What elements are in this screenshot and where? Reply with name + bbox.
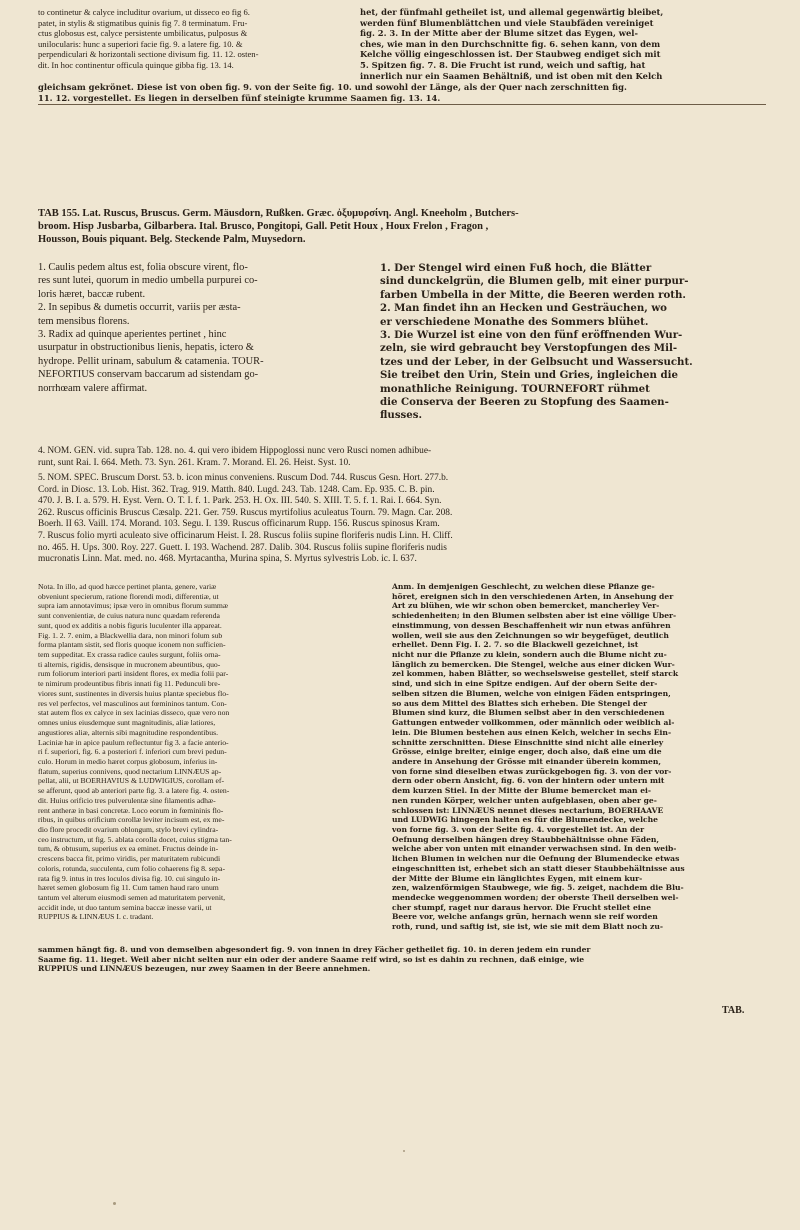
text-line: accidit inde, ut duo tantum semina baccæ inesse varii, ut (38, 902, 212, 912)
text-line: coloris, rotunda, succulenta, cum folio cohaerens fig 8. sepa- (38, 863, 225, 873)
text-line: 7. Ruscus folio myrti aculeato sive officinarum Heist. I. 28. Ruscus foliis supine floriferis nudis Linn. H. Cliff. (38, 530, 453, 541)
text-line: farben Umbella in der Mitte, die Beeren werden roth. (380, 288, 686, 301)
text-line: dern oder obern Ansicht, fig. 6. von der hintern oder untern mit (392, 776, 665, 786)
text-line: Sie treibet den Urin, Stein und Gries, ingleichen die (380, 369, 678, 382)
text-line: einstimmung, von dessen Beschaffenheit wir nun etwas anführen (392, 620, 671, 630)
text-line: mucronatis Linn. Mat. med. no. 468. Myrtacantha, Murina spina, S. Myrtus sylvestris Lob. ic. I. 637. (38, 554, 417, 565)
text-line: forma plantam sistit, sed floris quoque iconem non sufficien- (38, 640, 226, 650)
text-line: flusses. (380, 409, 423, 422)
text-line: werden fünf Blumenblättchen und viele Staubfäden vereiniget (360, 17, 654, 28)
text-line: crescens bacca fit, primo viridis, per maturitatem rubicundi (38, 854, 221, 864)
text-line: sunt convenientiæ, de cuius natura nunc quædam referenda (38, 611, 220, 621)
text-line: sind dunckelgrün, die Blumen gelb, mit einer purpur- (380, 275, 689, 288)
text-line: von forne fig. 3. von der Seite fig. 4. vorgestellet ist. An der (392, 824, 645, 834)
nomenclature-genus (38, 446, 768, 469)
text-line: erhellet. Denn Fig. I. 2. 7. so die Blackwell gezeichnet, ist (392, 640, 639, 650)
text-line: Art zu blühen, wie wir schon oben bemercket, mancherley Ver- (392, 601, 660, 611)
text-line: zeln, sie wird gebraucht bey Verstopfungen des Mil- (380, 342, 678, 355)
top-latin-column (38, 7, 346, 71)
text-line: gleichsam gekrönet. Diese ist von oben fig. 9. von der Seite fig. 10. und sowohl der Länge, als der Quer nach zerschnitten fig. (38, 82, 627, 92)
text-line: angustiores aliæ, alternis sibi magnitudine respondentibus. (38, 727, 218, 737)
text-line: ceo instructum, ut fig. 5. ablata corolla docet, cuius stigma tan- (38, 834, 232, 844)
text-line: roth, rund, und saftig ist, sie ist, wie sie mit dem Blatt noch zu- (392, 922, 664, 932)
text-line: ctus globosus est, calyce persistente umbilicatus, pulposus & (38, 28, 248, 39)
text-line: usurpatur in obstructionibus lienis, hepatis, ictero & (38, 342, 254, 354)
paper-spot (403, 1150, 405, 1152)
header-line: TAB 155. Lat. Ruscus, Bruscus. Germ. Mäusdorn, Rußken. Græc. ὀξυμυρσίνη. Angl. Kneeholm , Butchers- (38, 208, 519, 219)
text-line: dit. Huius orificio tres pulverulentæ sine filamentis adhæ- (38, 795, 216, 805)
text-line: Fig. 1. 2. 7. enim, a Blackwellia dara, non minori folum sub (38, 630, 223, 640)
text-line: rent antheræ in basi concretæ. Loco eorum in fœmininis flo- (38, 805, 224, 815)
text-line: höret, ereignen sich in den verschiedenen Arten, in Ansehung der (392, 591, 674, 601)
text-line: lein. Die Blumen bestehen aus einen Kelch, welcher in sechs Ein- (392, 727, 672, 737)
text-line: die Conserva der Beeren zu Stopfung des Saamen- (380, 396, 669, 409)
notes-german-column (392, 582, 774, 932)
text-line: nen runden Körper, welcher unten aufgeblasen, oben aber ge- (392, 795, 657, 805)
text-line: rum foliorum interiori parti insident flores, ex media folii par- (38, 669, 229, 679)
text-line: ti alternis, rigidis, densisque in mucronem abeuntibus, quo- (38, 659, 221, 669)
text-line: eingeschnitten ist, erhebet sich an statt dieser Staubbehältnisse aus (392, 863, 685, 873)
text-line: von forne sind dieselben etwas zurückgebogen fig. 3. von der vor- (392, 766, 672, 776)
text-line: te nimirum prodeuntibus fibris innati fig 11. Pedunculi bre- (38, 679, 221, 689)
text-line: sammen hängt fig. 8. und von demselben abgesondert fig. 9. von innen in drey Fächer getheilet fig. 10. in deren jedem ein runder (38, 945, 591, 954)
text-line: tzes und der Leber, in der Gelbsucht und Wassersucht. (380, 355, 693, 368)
text-line: patet, in stylis & stigmatibus quinis fig 7. 8 terminatum. Fru- (38, 17, 248, 28)
text-line: sind, und sich in eine Spitze endigen. Auf der obern Seite der- (392, 679, 658, 689)
text-line: schnitte zerschnitten. Diese Einschnitte sind nicht alle einerley (392, 737, 664, 747)
text-line: 5. NOM. SPEC. Bruscum Dorst. 53. b. icon minus conveniens. Ruscum Dod. 744. Ruscus Gesn. Hort. 277.b. (38, 473, 449, 483)
text-line: 5. Spitzen fig. 7. 8. Die Frucht ist rund, weich und saftig, hat (360, 59, 646, 70)
text-line: tantum vel alterum eiusmodi semen ad maturitatem pervenit, (38, 893, 226, 902)
text-line: mendecke weggenommen worden; der oberste Theil derselben wel- (392, 893, 679, 902)
paper-spot (113, 1202, 116, 1205)
text-line: wollen, weil sie aus den Zeichnungen so wir beygefüget, deutlich (392, 630, 669, 640)
text-line: dio flore procedit ovarium oblongum, stylo brevi cylindra- (38, 824, 219, 834)
text-line: fig. 2. 3. In der Mitte aber der Blume sitzet das Eygen, wel- (360, 28, 638, 39)
text-line: 1. Der Stengel wird einen Fuß hoch, die Blätter (380, 262, 652, 274)
text-line: er verschiedene Monathe des Sommers blühet. (380, 315, 649, 328)
text-line: unilocularis: hunc a superiori facie fig. 9. a latere fig. 10. & (38, 38, 243, 49)
text-line: zel kommen, haben Blätter, so wechselsweise gestellet, steif starck (392, 669, 679, 679)
text-line: lichen Blumen in welchen nur die Oefnung der Blumendecke etwas (392, 854, 680, 864)
text-line: flatum, superius connivens, quod nectarium LINNÆUS ap- (38, 766, 222, 776)
text-line: omnes unius eiusdemque sunt magnitudinis, aliæ latiores, (38, 718, 216, 728)
text-line: Beere vor, welche anfangs grün, hernach wenn sie reif worden (392, 912, 658, 922)
text-line: runt, sunt Rai. I. 664. Meth. 73. Syn. 261. Kram. 7. Morand. El. 26. Heist. Syst. 10. (38, 457, 351, 468)
text-line: 470. J. B. I. a. 579. H. Eyst. Vern. O. T. I. f. 1. Park. 253. H. Ox. III. 540. S. XIII. T. 5. f. 1. Rai. I. 664. Syn. (38, 496, 442, 507)
text-line: länglich zu bemercken. Die Stengel, welche aus einer dicken Wur- (392, 659, 675, 669)
text-line: 2. In sepibus & dumetis occurrit, variis per æsta- (38, 302, 241, 314)
text-line: innerlich nur ein Saamen Behältniß, und ist oben mit den Kelch (360, 70, 663, 81)
top-german-column (360, 7, 768, 81)
text-line: schlossen ist: LINNÆUS nennet dieses nectarium, BOERHAAVE (392, 805, 664, 815)
text-line: pellat, alii, ut BOERHAVIUS & LUDWIGIUS, corollam ef- (38, 776, 225, 786)
text-line: dem kurzen Stiel. In der Mitte der Blume bemercket man ei- (392, 786, 652, 796)
text-line: Laciniæ hæ in apice paulum reflectuntur fig 3. a facie anterio- (38, 737, 229, 747)
text-line: perpendiculari & horizontali sectione divisum fig. 11. 12. osten- (38, 49, 259, 60)
entry-latin-column (38, 261, 358, 395)
text-line: nicht nur die Pflanze zu klein, sondern auch die Blume nicht zu- (392, 650, 667, 660)
text-line: so aus dem Mittel des Blattes sich erheben. Die Stengel der (392, 698, 648, 708)
text-line: 262. Ruscus officinis Bruscus Cæsalp. 221. Ger. 759. Ruscus myrtifolius aculeatus Tourn. 79. Magn. Car. 208. (38, 507, 453, 518)
text-line: rata fig 9. intus in tres loculos divisa fig. 10. cui singulo in- (38, 873, 221, 883)
text-line: res vel perfectos, vel masculinos aut fœmininos tantum. Con- (38, 698, 227, 708)
text-line: ri f. superiori, fig. 6. a posteriori f. inferiori cum brevi pedun- (38, 747, 227, 757)
text-line: 4. NOM. GEN. vid. supra Tab. 128. no. 4. qui vero ibidem Hippoglossi nunc vero Rusci nomen adhibue- (38, 446, 432, 456)
plate-header (38, 207, 768, 246)
text-line: der Mitte der Blume ein länglichtes Eygen, mit einem kur- (392, 873, 643, 883)
text-line: Boerh. II 63. Vaill. 174. Morand. 103. Segu. I. 139. Ruscus officinarum Rupp. 156. Ruscus spinosus Kram. (38, 519, 440, 530)
text-line: 3. Die Wurzel ist eine von den fünf eröffnenden Wur- (380, 329, 683, 342)
text-line: Saame fig. 11. lieget. Weil aber nicht selten nur ein oder der andere Saame reif wird, so ist es dahin zu rechnen, daß einige, wie (38, 954, 585, 964)
text-line: stat autem flos ex calyce in sex lacinias disseco, quæ vero non (38, 708, 230, 718)
text-line: Cord. in Diosc. 13. Lob. Hist. 362. Trag. 919. Matth. 840. Lugd. 243. Tab. 1248. Cam. Ep. 935. C. B. pin. (38, 484, 435, 495)
text-line: welche aber von unten mit einander verwachsen sind. In den weib- (392, 844, 677, 854)
nomenclature-species (38, 473, 768, 566)
text-line: Grösse, einige breiter, einige enger, doch also, daß eine um die (392, 747, 662, 757)
text-line: ribus, in quibus orificium corollæ leviter incisum est, ex me- (38, 815, 225, 825)
text-line: no. 465. H. Ups. 300. Roy. 227. Guett. I. 193. Wachend. 287. Dalib. 304. Ruscus foliis supine floriferis nudis (38, 542, 447, 553)
text-line: culo. Horum in medio hæret corpus globosum, inferius in- (38, 756, 218, 766)
text-line: tem suppeditat. Ex crassa radice caules surgunt, foliis orna- (38, 650, 221, 660)
text-line: schiedenheiten; in den Blumen selbsten aber ist eine völlige Uber- (392, 611, 677, 621)
text-line: hæret semen globosum fig 11. Cum tamen haud raro unum (38, 883, 219, 893)
text-line: het, der fünfmahl getheilet ist, und allemal gegenwärtig bleibet, (360, 7, 664, 17)
text-line: 3. Radix ad quinque aperientes pertinet , hinc (38, 329, 227, 341)
text-line: se afferunt, quod ab anteriori parte fig. 3. a latere fig. 4. osten- (38, 786, 230, 796)
text-line: tum, & obtusum, superius ex ea eminet. Fructus deinde in- (38, 844, 219, 854)
entry-german-column (380, 262, 772, 423)
text-line: Nota. In illo, ad quod hæcce pertinet planta, genere, variæ (38, 582, 217, 591)
notes-full-width-lines (38, 945, 774, 974)
text-line: obveniunt specierum, ratione florendi modi, differentiæ, ut (38, 591, 219, 601)
text-line: 2. Man findet ihn an Hecken und Gesträuchen, wo (380, 302, 667, 315)
text-line: loris hæret, baccæ rubent. (38, 288, 146, 300)
notes-latin-column (38, 582, 384, 922)
text-line: dit. In hoc continentur officula quinque gibba fig. 13. 14. (38, 59, 234, 70)
text-line: selben sitzen die Blumen, welche von einigen Fäden entspringen, (392, 688, 671, 698)
text-line: andere in Ansehung der Grösse mit einander überein kommen, (392, 756, 661, 766)
text-line: und LUDWIG hingegen halten es für die Blumendecke, welche (392, 815, 658, 825)
text-line: tem mensibus florens. (38, 315, 130, 327)
text-line: sunt, quod ex additis a nobis figuris luculenter illa appareat. (38, 620, 222, 630)
text-line: Kelche völlig eingeschlossen ist. Der Staubweg endiget sich mit (360, 49, 661, 60)
text-line: RUPPIUS & LINNÆUS I. c. tradant. (38, 912, 154, 922)
text-line: cher stumpf, raget nur daraus hervor. Die Frucht stellet eine (392, 902, 652, 912)
text-line: to continetur & calyce includitur ovarium, ut disseco eo fig 6. (38, 7, 250, 17)
text-line: Gattungen entweder vollkommen, oder männlich oder weiblich al- (392, 718, 675, 728)
text-line: ches, wie man in den Durchschnitte fig. 6. sehen kann, von dem (360, 38, 661, 49)
text-line: res sunt lutei, quorum in medio umbella purpurei co- (38, 275, 258, 287)
header-line: broom. Hisp Jusbarba, Gilbarbera. Ital. Brusco, Pongitopi, Gall. Petit Houx , Houx Frelon , Fragon , (38, 221, 489, 232)
text-line: supra iam annotavimus; ipsæ vero in omnibus florum summæ (38, 601, 229, 611)
text-line: hydrope. Pellit urinam, sabulum & catamenia. TOUR- (38, 355, 264, 367)
top-full-width-lines (38, 82, 768, 103)
header-line: Housson, Bouis piquant. Belg. Steckende Palm, Muysedorn. (38, 234, 306, 245)
text-line: Anm. In demjenigen Geschlecht, zu welchen diese Pflanze ge- (392, 582, 655, 591)
text-line: viores sunt, sustinentes in diversis huius plantæ speciebus flo- (38, 688, 229, 698)
catchword: TAB. (722, 1005, 745, 1016)
text-line: norrhœam valere affirmat. (38, 382, 148, 394)
text-line: RUPPIUS und LINNÆUS bezeugen, nur zwey Saamen in der Beere annehmen. (38, 964, 371, 974)
text-line: Oefnung derselben hängen drey Staubbehältnisse ohne Fäden, (392, 834, 660, 844)
text-line: NEFORTIUS conservam baccarum ad sistendam go- (38, 369, 259, 381)
text-line: monathliche Reinigung. TOURNEFORT rühmet (380, 382, 650, 395)
text-line: Blumen sind kurz, die Blumen selbst aber in den verschiedenen (392, 708, 665, 718)
text-line: zen, walzenförmigen Staubwege, wie fig. 5. zeiget, nachdem die Blu- (392, 883, 684, 893)
text-line: 11. 12. vorgestellet. Es liegen in derselben fünf steinigte krumme Saamen fig. 13. 14. (38, 92, 441, 103)
section-divider (38, 104, 766, 105)
text-line: 1. Caulis pedem altus est, folia obscure virent, flo- (38, 262, 248, 273)
